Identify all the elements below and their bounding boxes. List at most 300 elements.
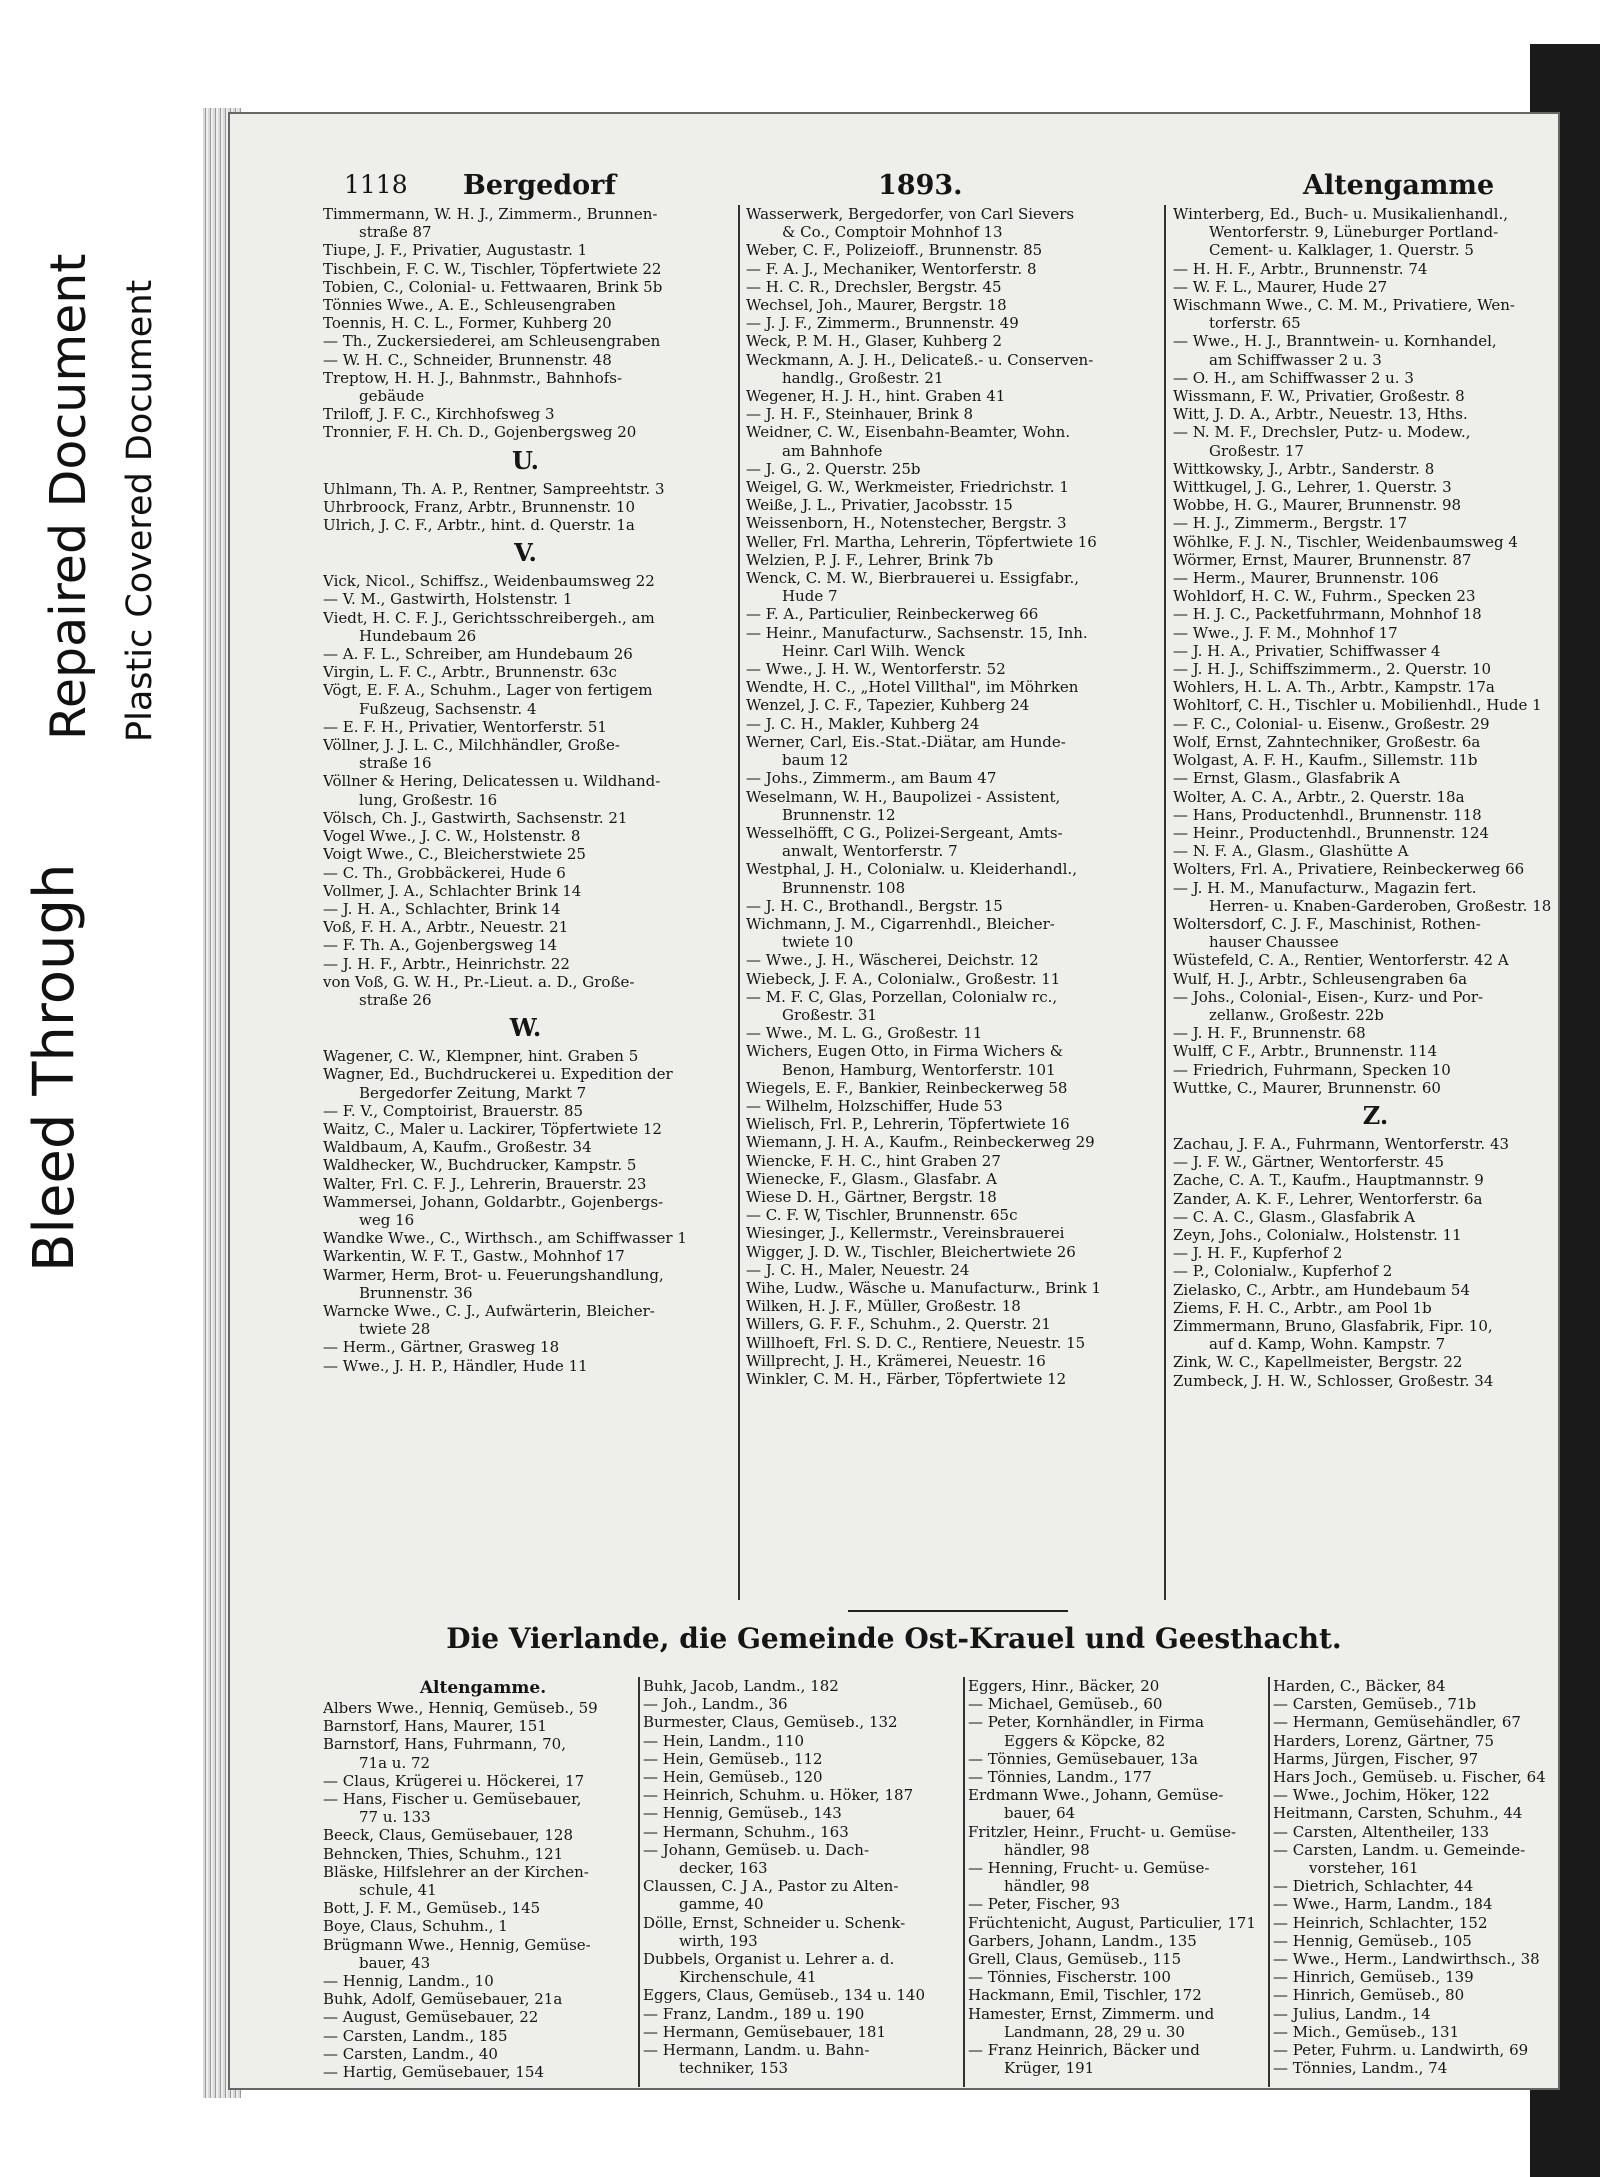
- directory-entry: — Herm., Maurer, Brunnenstr. 106: [1173, 569, 1439, 588]
- directory-entry: Heitmann, Carsten, Schuhm., 44: [1273, 1804, 1523, 1823]
- directory-entry-continuation: handlg., Großestr. 21: [782, 368, 944, 387]
- directory-entry: — Tönnies, Fischerstr. 100: [968, 1968, 1171, 1987]
- directory-entry: — C. F. W, Tischler, Brunnenstr. 65c: [746, 1206, 1018, 1225]
- directory-entry: Wolter, A. C. A., Arbtr., 2. Querstr. 18a: [1173, 787, 1465, 806]
- directory-entry: Wohlers, H. L. A. Th., Arbtr., Kampstr. 17a: [1173, 678, 1495, 697]
- directory-entry: — J. H. C., Brothandl., Bergstr. 15: [746, 896, 1003, 915]
- directory-entry-continuation: gebäude: [359, 387, 425, 406]
- directory-entry: Wiegels, E. F., Bankier, Reinbeckerweg 58: [746, 1078, 1068, 1097]
- directory-entry-continuation: am Bahnhofe: [782, 441, 883, 460]
- directory-entry-continuation: Wentorferstr. 9, Lüneburger Portland-: [1209, 223, 1499, 242]
- directory-entry: — H. J., Zimmerm., Bergstr. 17: [1173, 514, 1408, 533]
- column-divider: [1268, 1677, 1270, 2087]
- directory-entry: — Wwe., Harm, Landm., 184: [1273, 1895, 1493, 1914]
- directory-entry: — F. Th. A., Gojenbergsweg 14: [323, 936, 558, 955]
- directory-entry: — W. H. C., Schneider, Brunnenstr. 48: [323, 350, 612, 369]
- repaired-document-label: Repaired Document: [40, 253, 97, 740]
- directory-entry: Völsch, Ch. J., Gastwirth, Sachsenstr. 21: [323, 808, 628, 827]
- directory-entry: — J. C. H., Makler, Kuhberg 24: [746, 714, 980, 733]
- directory-entry: Wolters, Frl. A., Privatiere, Reinbeckerweg 66: [1173, 860, 1525, 879]
- directory-entry: Weckmann, A. J. H., Delicateß.- u. Conserven-: [746, 350, 1094, 369]
- directory-entry: Tiupe, J. F., Privatier, Augustastr. 1: [323, 241, 588, 260]
- entry-column-2: [746, 205, 1151, 1388]
- directory-entry: Harms, Jürgen, Fischer, 97: [1273, 1749, 1479, 1768]
- directory-entry: — Peter, Fuhrm. u. Landwirth, 69: [1273, 2041, 1529, 2060]
- directory-entry: — J. F. W., Gärtner, Wentorferstr. 45: [1173, 1153, 1445, 1172]
- directory-entry-continuation: Cement- u. Kalklager, 1. Querstr. 5: [1209, 241, 1474, 260]
- directory-entry: — Wwe., M. L. G., Großestr. 11: [746, 1024, 983, 1043]
- directory-entry: Witt, J. D. A., Arbtr., Neuestr. 13, Hths.: [1173, 405, 1468, 424]
- directory-entry: — Th., Zuckersiederei, am Schleusengraben: [323, 332, 661, 351]
- directory-entry: — J. H. F., Steinhauer, Brink 8: [746, 405, 974, 424]
- bleed-through-label: Bleed Through: [22, 863, 87, 1272]
- directory-entry: — J. G., 2. Querstr. 25b: [746, 459, 921, 478]
- directory-entry-continuation: Herren- u. Knaben-Garderoben, Großestr. 18: [1209, 896, 1552, 915]
- directory-entry: Fritzler, Heinr., Frucht- u. Gemüse-: [968, 1822, 1237, 1841]
- directory-entry: — Hinrich, Gemüseb., 80: [1273, 1986, 1465, 2005]
- directory-entry: — Carsten, Landm. u. Gemeinde-: [1273, 1840, 1526, 1859]
- directory-entry-continuation: händler, 98: [1004, 1877, 1090, 1896]
- directory-entry: Wiese D. H., Gärtner, Bergstr. 18: [746, 1187, 997, 1206]
- directory-entry: Wielisch, Frl. P., Lehrerin, Töpfertwiete 16: [746, 1115, 1070, 1134]
- directory-entry: Weigel, G. W., Werkmeister, Friedrichstr. 1: [746, 478, 1069, 497]
- directory-entry: — Heinrich, Schuhm. u. Höker, 187: [643, 1786, 914, 1805]
- directory-entry: — Heinrich, Schlachter, 152: [1273, 1913, 1488, 1932]
- directory-entry: Barnstorf, Hans, Maurer, 151: [323, 1717, 547, 1736]
- directory-entry-continuation: baum 12: [782, 751, 849, 770]
- directory-entry: Zielasko, C., Arbtr., am Hundebaum 54: [1173, 1280, 1470, 1299]
- directory-entry: Waitz, C., Maler u. Lackirer, Töpfertwiete 12: [323, 1119, 662, 1138]
- directory-entry-continuation: Benon, Hamburg, Wentorferstr. 101: [782, 1060, 1056, 1079]
- directory-entry-continuation: Brunnenstr. 36: [359, 1283, 473, 1302]
- directory-entry: Uhlmann, Th. A. P., Rentner, Sampreehtstr. 3: [323, 479, 665, 498]
- directory-entry: Wihe, Ludw., Wäsche u. Manufacturw., Brink 1: [746, 1278, 1102, 1297]
- vierlande-column-2: [643, 1677, 963, 2077]
- directory-entry: Dubbels, Organist u. Lehrer a. d.: [643, 1950, 895, 1969]
- directory-entry: — M. F. C, Glas, Porzellan, Colonialw rc.,: [746, 987, 1058, 1006]
- directory-entry: Dölle, Ernst, Schneider u. Schenk-: [643, 1913, 906, 1932]
- directory-entry: Wüstefeld, C. A., Rentier, Wentorferstr. 42 A: [1173, 951, 1509, 970]
- directory-entry: Wulff, C F., Arbtr., Brunnenstr. 114: [1173, 1042, 1438, 1061]
- directory-entry: — Hermann, Gemüsehändler, 67: [1273, 1713, 1521, 1732]
- directory-entry: Wienecke, F., Glasm., Glasfabr. A: [746, 1169, 998, 1188]
- directory-entry: Werner, Carl, Eis.-Stat.-Diätar, am Hunde-: [746, 732, 1066, 751]
- directory-entry: Vick, Nicol., Schiffsz., Weidenbaumsweg 22: [323, 572, 655, 591]
- directory-entry: Weiße, J. L., Privatier, Jacobsstr. 15: [746, 496, 1013, 515]
- directory-entry: — C. Th., Grobbäckerei, Hude 6: [323, 863, 566, 882]
- directory-entry-continuation: bauer, 64: [1004, 1804, 1076, 1823]
- directory-entry: — Carsten, Landm., 40: [323, 2044, 498, 2063]
- directory-entry: — Carsten, Gemüseb., 71b: [1273, 1695, 1477, 1714]
- directory-entry: — F. A. J., Mechaniker, Wentorferstr. 8: [746, 259, 1037, 278]
- directory-entry: Zache, C. A. T., Kaufm., Hauptmannstr. 9: [1173, 1171, 1484, 1190]
- directory-entry-continuation: am Schiffwasser 2 u. 3: [1209, 350, 1382, 369]
- directory-entry: Zachau, J. F. A., Fuhrmann, Wentorferstr. 43: [1173, 1134, 1510, 1153]
- directory-entry: — Dietrich, Schlachter, 44: [1273, 1877, 1474, 1896]
- directory-entry: Vogel Wwe., J. C. W., Holstenstr. 8: [323, 827, 581, 846]
- directory-entry: Wesselhöfft, C G., Polizei-Sergeant, Amts-: [746, 823, 1063, 842]
- directory-entry: — August, Gemüsebauer, 22: [323, 2008, 539, 2027]
- directory-entry: Weller, Frl. Martha, Lehrerin, Töpfertwiete 16: [746, 532, 1097, 551]
- directory-entry: — Wwe., H. J., Branntwein- u. Kornhandel,: [1173, 332, 1497, 351]
- directory-entry: — Herm., Gärtner, Grasweg 18: [323, 1338, 560, 1357]
- directory-entry: Wiebeck, J. F. A., Colonialw., Großestr. 11: [746, 969, 1061, 988]
- directory-entry-continuation: Brunnenstr. 12: [782, 805, 896, 824]
- directory-entry: Völlner & Hering, Delicatessen u. Wildhand-: [323, 772, 661, 791]
- directory-entry: Warncke Wwe., C. J., Aufwärterin, Bleicher-: [323, 1301, 655, 1320]
- directory-entry: — Wwe., J. F. M., Mohnhof 17: [1173, 623, 1398, 642]
- directory-entry: von Voß, G. W. H., Pr.-Lieut. a. D., Große-: [323, 972, 635, 991]
- directory-entry: — Julius, Landm., 14: [1273, 2004, 1431, 2023]
- directory-entry: Ulrich, J. C. F., Arbtr., hint. d. Querstr. 1a: [323, 516, 635, 535]
- directory-entry: — Michael, Gemüseb., 60: [968, 1695, 1163, 1714]
- directory-entry: Wiencke, F. H. C., hint Graben 27: [746, 1151, 1001, 1170]
- directory-entry: Wolgast, A. F. H., Kaufm., Sillemstr. 11b: [1173, 751, 1478, 770]
- directory-entry-continuation: torferstr. 65: [1209, 314, 1301, 333]
- directory-entry: Winkler, C. M. H., Färber, Töpfertwiete 12: [746, 1370, 1067, 1388]
- directory-entry: Voigt Wwe., C., Bleicherstwiete 25: [323, 845, 586, 864]
- directory-entry: Wittkugel, J. G., Lehrer, 1. Querstr. 3: [1173, 478, 1452, 497]
- directory-entry-continuation: Großestr. 17: [1209, 441, 1304, 460]
- directory-entry: Bläske, Hilfslehrer an der Kirchen-: [323, 1862, 589, 1881]
- directory-entry: — E. F. H., Privatier, Wentorferstr. 51: [323, 717, 607, 736]
- directory-entry: — O. H., am Schiffwasser 2 u. 3: [1173, 368, 1414, 387]
- directory-entry: — Hein, Landm., 110: [643, 1731, 805, 1750]
- directory-entry: Winterberg, Ed., Buch- u. Musikalienhandl.,: [1173, 205, 1508, 223]
- directory-entry: Beeck, Claus, Gemüsebauer, 128: [323, 1826, 574, 1845]
- directory-entry: Wöhlke, F. J. N., Tischler, Weidenbaumsweg 4: [1173, 532, 1518, 551]
- vierlande-column-4: [1273, 1677, 1593, 2077]
- directory-entry: — Hennig, Gemüseb., 105: [1273, 1931, 1472, 1950]
- directory-entry: — Wwe., Herm., Landwirthsch., 38: [1273, 1950, 1540, 1969]
- directory-entry: Burmester, Claus, Gemüseb., 132: [643, 1713, 898, 1732]
- directory-entry: Wechsel, Joh., Maurer, Bergstr. 18: [746, 296, 1007, 315]
- directory-entry-continuation: wirth, 193: [679, 1931, 758, 1950]
- directory-entry: — Friedrich, Fuhrmann, Specken 10: [1173, 1060, 1451, 1079]
- directory-entry: — V. M., Gastwirth, Holstenstr. 1: [323, 590, 573, 609]
- directory-entry: Viedt, H. C. F. J., Gerichtsschreibergeh., am: [323, 608, 655, 627]
- directory-entry: Waldhecker, W., Buchdrucker, Kampstr. 5: [323, 1156, 637, 1175]
- directory-entry: Zimmermann, Bruno, Glasfabrik, Fipr. 10,: [1173, 1316, 1493, 1335]
- directory-entry: Wuttke, C., Maurer, Brunnenstr. 60: [1173, 1078, 1441, 1097]
- directory-entry: — J. H. F., Arbtr., Heinrichstr. 22: [323, 954, 570, 973]
- directory-entry: Harders, Lorenz, Gärtner, 75: [1273, 1731, 1495, 1750]
- directory-entry: Völlner, J. J. L. C., Milchhändler, Große-: [323, 736, 620, 755]
- directory-entry: Zander, A. K. F., Lehrer, Wentorferstr. 6a: [1173, 1189, 1483, 1208]
- column-divider: [1164, 205, 1166, 1600]
- directory-entry: Tönnies Wwe., A. E., Schleusengraben: [323, 296, 616, 315]
- directory-entry: Virgin, L. F. C., Arbtr., Brunnenstr. 63c: [323, 663, 617, 682]
- header-place-left: Bergedorf: [463, 170, 617, 201]
- directory-entry: Toennis, H. C. L., Former, Kuhberg 20: [323, 314, 612, 333]
- directory-entry-continuation: Kirchenschule, 41: [679, 1968, 817, 1987]
- directory-page: [228, 112, 1560, 2090]
- directory-entry: Boye, Claus, Schuhm., 1: [323, 1917, 508, 1936]
- directory-entry: — J. H. F., Brunnenstr. 68: [1173, 1024, 1366, 1043]
- directory-entry-continuation: Bergedorfer Zeitung, Markt 7: [359, 1083, 587, 1102]
- directory-entry-continuation: gamme, 40: [679, 1895, 764, 1914]
- vierlande-column-3: [968, 1677, 1288, 2077]
- directory-entry: — Hans, Productenhdl., Brunnenstr. 118: [1173, 805, 1482, 824]
- directory-entry: Vögt, E. F. A., Schuhm., Lager von fertigem: [323, 681, 653, 700]
- directory-entry: Walter, Frl. C. F. J., Lehrerin, Brauerstr. 23: [323, 1174, 647, 1193]
- directory-entry: Wasserwerk, Bergedorfer, von Carl Sievers: [746, 205, 1075, 223]
- directory-entry: Wigger, J. D. W., Tischler, Bleichertwiete 26: [746, 1242, 1076, 1261]
- directory-entry: — Wwe., J. H. W., Wentorferstr. 52: [746, 660, 1006, 679]
- directory-entry-continuation: Landmann, 28, 29 u. 30: [1004, 2022, 1185, 2041]
- directory-entry: — Wwe., J. H., Wäscherei, Deichstr. 12: [746, 951, 1039, 970]
- directory-entry: — Ernst, Glasm., Glasfabrik A: [1173, 769, 1400, 788]
- directory-entry: — Hennig, Gemüseb., 143: [643, 1804, 842, 1823]
- directory-entry: — Franz Heinrich, Bäcker und: [968, 2041, 1200, 2060]
- directory-entry: Albers Wwe., Henniq, Gemüseb., 59: [323, 1699, 598, 1717]
- directory-entry-continuation: Hundebaum 26: [359, 626, 477, 645]
- directory-entry-continuation: Fußzeug, Sachsenstr. 4: [359, 699, 537, 718]
- directory-entry: — J. J. F., Zimmerm., Brunnenstr. 49: [746, 314, 1019, 333]
- directory-entry: Vollmer, J. A., Schlachter Brink 14: [323, 881, 582, 900]
- directory-entry-continuation: Heinr. Carl Wilh. Wenck: [782, 641, 965, 660]
- directory-entry: Wohltorf, C. H., Tischler u. Mobilienhdl., Hude 1: [1173, 696, 1542, 715]
- vierlande-column-1: [323, 1677, 643, 2081]
- directory-entry: — H. H. F., Arbtr., Brunnenstr. 74: [1173, 259, 1428, 278]
- directory-entry-continuation: händler, 98: [1004, 1840, 1090, 1859]
- directory-entry: Triloff, J. F. C., Kirchhofsweg 3: [323, 405, 555, 424]
- directory-entry: — Carsten, Altentheiler, 133: [1273, 1822, 1490, 1841]
- directory-entry-continuation: Eggers & Köpcke, 82: [1004, 1731, 1166, 1750]
- directory-entry: Harden, C., Bäcker, 84: [1273, 1677, 1446, 1695]
- directory-entry: Früchtenicht, August, Particulier, 171: [968, 1913, 1256, 1932]
- directory-entry: Zink, W. C., Kapellmeister, Bergstr. 22: [1173, 1353, 1463, 1372]
- directory-entry: Eggers, Hinr., Bäcker, 20: [968, 1677, 1160, 1695]
- header-year: 1893.: [878, 170, 963, 201]
- directory-entry: — J. H. F., Kupferhof 2: [1173, 1244, 1343, 1263]
- directory-entry: Wittkowsky, J., Arbtr., Sanderstr. 8: [1173, 459, 1435, 478]
- directory-entry: — H. C. R., Drechsler, Bergstr. 45: [746, 277, 1002, 296]
- directory-entry-continuation: vorsteher, 161: [1309, 1859, 1419, 1878]
- directory-entry: Wichers, Eugen Otto, in Firma Wichers &: [746, 1042, 1064, 1061]
- directory-entry: Wischmann Wwe., C. M. M., Privatiere, Wen-: [1173, 296, 1516, 315]
- directory-entry: — Claus, Krügerei u. Höckerei, 17: [323, 1771, 585, 1790]
- directory-entry: Erdmann Wwe., Johann, Gemüse-: [968, 1786, 1224, 1805]
- directory-entry-continuation: bauer, 43: [359, 1953, 431, 1972]
- directory-entry: — Tönnies, Gemüsebauer, 13a: [968, 1749, 1198, 1768]
- directory-entry: — Johs., Zimmerm., am Baum 47: [746, 769, 997, 788]
- directory-entry-continuation: 77 u. 133: [359, 1808, 431, 1827]
- directory-entry-continuation: weg 16: [359, 1210, 415, 1229]
- directory-entry: Wiesinger, J., Kellermstr., Vereinsbrauerei: [746, 1224, 1065, 1243]
- directory-entry: — J. H. A., Privatier, Schiffwasser 4: [1173, 641, 1441, 660]
- directory-entry: Weissenborn, H., Notenstecher, Bergstr. 3: [746, 514, 1067, 533]
- directory-entry: Garbers, Johann, Landm., 135: [968, 1931, 1197, 1950]
- directory-entry: Zeyn, Johs., Colonialw., Holstenstr. 11: [1173, 1225, 1462, 1244]
- directory-entry: Tobien, C., Colonial- u. Fettwaaren, Brink 5b: [323, 277, 663, 296]
- directory-entry: — Wilhelm, Holzschiffer, Hude 53: [746, 1096, 1003, 1115]
- column-divider: [963, 1677, 965, 2087]
- directory-entry: Tronnier, F. H. Ch. D., Gojenbergsweg 20: [323, 423, 637, 442]
- directory-entry: Wammersei, Johann, Goldarbtr., Gojenbergs-: [323, 1192, 664, 1211]
- directory-entry: — Wwe., Jochim, Höker, 122: [1273, 1786, 1490, 1805]
- directory-entry: Wobbe, H. G., Maurer, Brunnenstr. 98: [1173, 496, 1462, 515]
- directory-entry: — F. V., Comptoirist, Brauerstr. 85: [323, 1101, 584, 1120]
- directory-entry: Eggers, Claus, Gemüseb., 134 u. 140: [643, 1986, 925, 2005]
- directory-entry: — Hermann, Schuhm., 163: [643, 1822, 849, 1841]
- directory-entry: — Johann, Gemüseb. u. Dach-: [643, 1840, 870, 1859]
- directory-entry: — J. H. J., Schiffszimmerm., 2. Querstr. 10: [1173, 660, 1492, 679]
- header-place-right: Altengamme: [1303, 170, 1495, 201]
- directory-entry: Hars Joch., Gemüseb. u. Fischer, 64: [1273, 1768, 1546, 1787]
- directory-entry: Wenck, C. M. W., Bierbrauerei u. Essigfabr.,: [746, 569, 1080, 588]
- directory-entry: — Hinrich, Gemüseb., 139: [1273, 1968, 1474, 1987]
- directory-entry: Hamester, Ernst, Zimmerm. und: [968, 2004, 1215, 2023]
- directory-entry: Wilken, H. J. F., Müller, Großestr. 18: [746, 1297, 1021, 1316]
- letter-heading: V.: [514, 538, 537, 568]
- directory-entry: Voß, F. H. A., Arbtr., Neuestr. 21: [323, 918, 569, 937]
- directory-entry-continuation: techniker, 153: [679, 2059, 789, 2078]
- directory-entry: — F. A., Particulier, Reinbeckerweg 66: [746, 605, 1039, 624]
- directory-entry: Ziems, F. H. C., Arbtr., am Pool 1b: [1173, 1298, 1432, 1317]
- side-labels: [0, 0, 205, 1300]
- directory-entry: Buhk, Jacob, Landm., 182: [643, 1677, 839, 1695]
- directory-entry: — Johs., Colonial-, Eisen-, Kurz- und Por-: [1173, 987, 1484, 1006]
- directory-entry: — Tönnies, Landm., 74: [1273, 2059, 1448, 2078]
- directory-entry: Buhk, Adolf, Gemüsebauer, 21a: [323, 1990, 563, 2009]
- entry-column-1: [323, 205, 728, 1375]
- directory-entry: Wagener, C. W., Klempner, hint. Graben 5: [323, 1047, 639, 1066]
- directory-entry: Warkentin, W. F. T., Gastw., Mohnhof 17: [323, 1247, 625, 1266]
- directory-entry: Waldbaum, A, Kaufm., Großestr. 34: [323, 1138, 592, 1157]
- directory-entry-continuation: anwalt, Wentorferstr. 7: [782, 842, 958, 861]
- directory-entry-continuation: Brunnenstr. 108: [782, 878, 906, 897]
- directory-entry: Weck, P. M. H., Glaser, Kuhberg 2: [746, 332, 1003, 351]
- directory-entry: — W. F. L., Maurer, Hude 27: [1173, 277, 1388, 296]
- section-title: Die Vierlande, die Gemeinde Ost-Krauel und Geesthacht.: [446, 1622, 1342, 1655]
- directory-entry: Grell, Claus, Gemüseb., 115: [968, 1950, 1182, 1969]
- directory-entry: Timmermann, W. H. J., Zimmerm., Brunnen-: [323, 205, 658, 223]
- directory-entry: Wendte, H. C., „Hotel Villthal", im Möhrken: [746, 678, 1079, 697]
- directory-entry: — N. F. A., Glasm., Glashütte A: [1173, 842, 1409, 861]
- directory-entry: Uhrbroock, Franz, Arbtr., Brunnenstr. 10: [323, 497, 635, 516]
- directory-entry: — Franz, Landm., 189 u. 190: [643, 2004, 865, 2023]
- column-divider: [738, 205, 740, 1600]
- directory-entry: Wohldorf, H. C. W., Fuhrm., Specken 23: [1173, 587, 1476, 606]
- directory-entry: — J. H. A., Schlachter, Brink 14: [323, 899, 561, 918]
- directory-entry: Treptow, H. H. J., Bahnmstr., Bahnhofs-: [323, 368, 623, 387]
- letter-heading: W.: [509, 1013, 542, 1043]
- directory-entry: Wenzel, J. C. F., Tapezier, Kuhberg 24: [746, 696, 1030, 715]
- directory-entry: — Joh., Landm., 36: [643, 1695, 788, 1714]
- directory-entry: Willers, G. F. F., Schuhm., 2. Querstr. 21: [746, 1315, 1051, 1334]
- directory-entry: Welzien, P. J. F., Lehrer, Brink 7b: [746, 550, 994, 569]
- column-divider: [638, 1677, 640, 2087]
- directory-entry: Wandke Wwe., C., Wirthsch., am Schiffwasser 1: [323, 1229, 687, 1248]
- plastic-covered-label: Plastic Covered Document: [120, 279, 160, 742]
- directory-entry: Weber, C. F., Polizeioff., Brunnenstr. 85: [746, 241, 1043, 260]
- directory-entry-continuation: decker, 163: [679, 1859, 768, 1878]
- directory-entry: — Peter, Fischer, 93: [968, 1895, 1121, 1914]
- letter-heading: U.: [511, 445, 540, 475]
- directory-entry: Bott, J. F. M., Gemüseb., 145: [323, 1899, 541, 1918]
- directory-entry-continuation: Krüger, 191: [1004, 2059, 1095, 2078]
- directory-entry: — Hermann, Landm. u. Bahn-: [643, 2041, 870, 2060]
- directory-entry-continuation: hauser Chaussee: [1209, 933, 1339, 952]
- directory-entry-continuation: zellanw., Großestr. 22b: [1209, 1005, 1384, 1024]
- directory-entry: — N. M. F., Drechsler, Putz- u. Modew.,: [1173, 423, 1471, 442]
- directory-entry-continuation: Großestr. 31: [782, 1005, 877, 1024]
- directory-entry: — J. C. H., Maler, Neuestr. 24: [746, 1260, 970, 1279]
- entry-column-3: [1173, 205, 1578, 1390]
- directory-entry: — F. C., Colonial- u. Eisenw., Großestr. 29: [1173, 714, 1490, 733]
- directory-entry-continuation: Hude 7: [782, 587, 838, 606]
- directory-entry: Wegener, H. J. H., hint. Graben 41: [746, 387, 1006, 406]
- directory-entry: — Heinr., Productenhdl., Brunnenstr. 124: [1173, 823, 1490, 842]
- letter-heading: Z.: [1362, 1100, 1389, 1130]
- locality-heading: Altengamme.: [419, 1678, 547, 1698]
- directory-entry: — Hein, Gemüseb., 112: [643, 1749, 823, 1768]
- directory-entry: Wissmann, F. W., Privatier, Großestr. 8: [1173, 387, 1465, 406]
- directory-entry-continuation: lung, Großestr. 16: [359, 790, 498, 809]
- directory-entry: Brügmann Wwe., Hennig, Gemüse-: [323, 1935, 591, 1954]
- directory-entry: — H. J. C., Packetfuhrmann, Mohnhof 18: [1173, 605, 1482, 624]
- directory-entry: Woltersdorf, C. J. F., Maschinist, Rothen-: [1173, 914, 1481, 933]
- directory-entry-continuation: auf d. Kamp, Wohn. Kampstr. 7: [1209, 1335, 1446, 1354]
- directory-entry: — Henning, Frucht- u. Gemüse-: [968, 1859, 1210, 1878]
- directory-entry: — Hein, Gemüseb., 120: [643, 1768, 823, 1787]
- directory-entry: — Wwe., J. H. P., Händler, Hude 11: [323, 1356, 588, 1375]
- directory-entry: Weselmann, W. H., Baupolizei - Assistent,: [746, 787, 1061, 806]
- directory-entry: — Heinr., Manufacturw., Sachsenstr. 15, Inh.: [746, 623, 1088, 642]
- directory-entry: Weidner, C. W., Eisenbahn-Beamter, Wohn.: [746, 423, 1071, 442]
- directory-entry: Warmer, Herm, Brot- u. Feuerungshandlung,: [323, 1265, 664, 1284]
- directory-entry: Zumbeck, J. H. W., Schlosser, Großestr. 34: [1173, 1371, 1494, 1390]
- directory-entry: — J. H. M., Manufacturw., Magazin fert.: [1173, 878, 1477, 897]
- directory-entry: Wolf, Ernst, Zahntechniker, Großestr. 6a: [1173, 732, 1481, 751]
- directory-entry: — Mich., Gemüseb., 131: [1273, 2022, 1460, 2041]
- directory-entry: Barnstorf, Hans, Fuhrmann, 70,: [323, 1735, 566, 1754]
- directory-entry: Wagner, Ed., Buchdruckerei u. Expedition der: [323, 1065, 673, 1084]
- directory-entry-continuation: twiete 28: [359, 1320, 431, 1339]
- directory-entry: — P., Colonialw., Kupferhof 2: [1173, 1262, 1393, 1281]
- directory-entry-continuation: 71a u. 72: [359, 1753, 431, 1772]
- directory-entry: — Tönnies, Landm., 177: [968, 1768, 1152, 1787]
- directory-entry: Hackmann, Emil, Tischler, 172: [968, 1986, 1202, 2005]
- directory-entry-continuation: straße 87: [359, 223, 432, 242]
- directory-entry: — Hennig, Landm., 10: [323, 1972, 494, 1991]
- directory-entry-continuation: schule, 41: [359, 1881, 437, 1900]
- directory-entry: Behncken, Thies, Schuhm., 121: [323, 1844, 564, 1863]
- directory-entry: Westphal, J. H., Colonialw. u. Kleiderhandl.,: [746, 860, 1077, 879]
- directory-entry: Claussen, C. J A., Pastor zu Alten-: [643, 1877, 899, 1896]
- directory-entry: Willhoeft, Frl. S. D. C., Rentiere, Neuestr. 15: [746, 1333, 1086, 1352]
- directory-entry: — Hartig, Gemüsebauer, 154: [323, 2063, 545, 2082]
- directory-entry: — A. F. L., Schreiber, am Hundebaum 26: [323, 645, 633, 664]
- directory-entry: Tischbein, F. C. W., Tischler, Töpfertwiete 22: [323, 259, 662, 278]
- directory-entry-continuation: straße 16: [359, 754, 432, 773]
- directory-entry: Willprecht, J. H., Krämerei, Neuestr. 16: [746, 1351, 1046, 1370]
- directory-entry: Wulf, H. J., Arbtr., Schleusengraben 6a: [1173, 969, 1468, 988]
- directory-entry: Wichmann, J. M., Cigarrenhdl., Bleicher-: [746, 914, 1055, 933]
- directory-entry-continuation: twiete 10: [782, 933, 854, 952]
- directory-entry: — Hermann, Gemüsebauer, 181: [643, 2022, 887, 2041]
- directory-entry: — Hans, Fischer u. Gemüsebauer,: [323, 1790, 582, 1809]
- directory-entry: Wörmer, Ernst, Maurer, Brunnenstr. 87: [1173, 550, 1472, 569]
- directory-entry: — C. A. C., Glasm., Glasfabrik A: [1173, 1207, 1415, 1226]
- directory-entry: Wiemann, J. H. A., Kaufm., Reinbeckerweg 29: [746, 1133, 1095, 1152]
- page-number: 1118: [344, 170, 408, 199]
- directory-entry: — Peter, Kornhändler, in Firma: [968, 1713, 1205, 1732]
- section-rule: [848, 1610, 1068, 1612]
- directory-entry-continuation: straße 26: [359, 990, 432, 1009]
- directory-entry-continuation: & Co., Comptoir Mohnhof 13: [782, 223, 1003, 242]
